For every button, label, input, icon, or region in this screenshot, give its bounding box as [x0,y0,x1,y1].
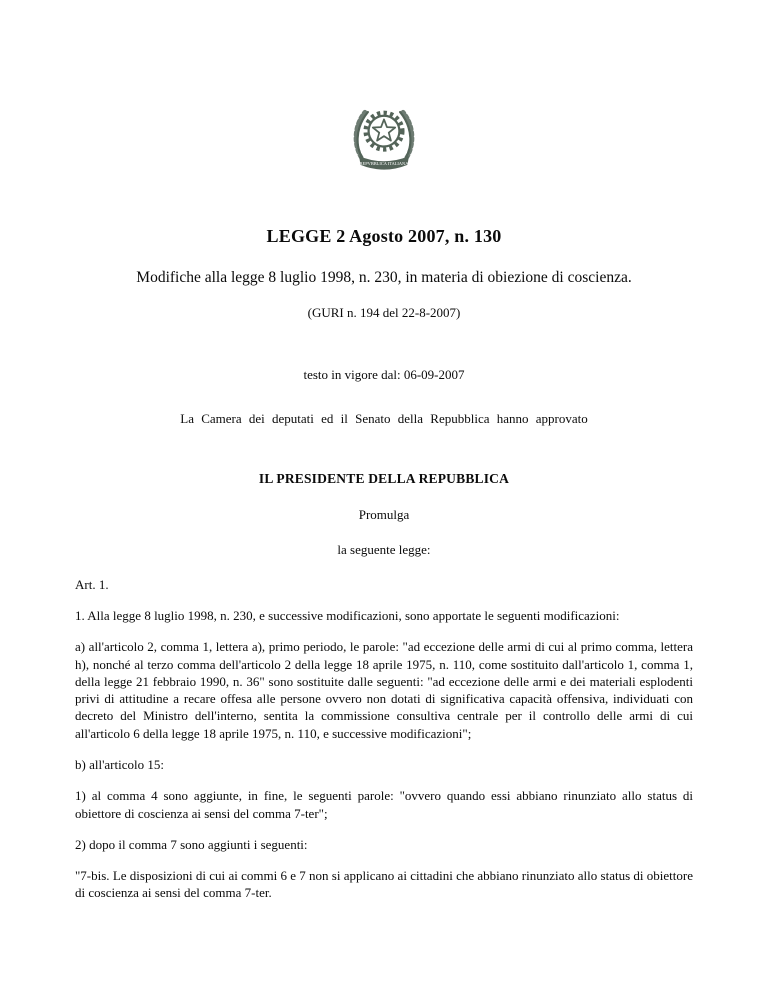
approval-line: La Camera dei deputati ed il Senato della Repubblica hanno approvato [180,411,588,426]
paragraph-number-1: 1) al comma 4 sono aggiunte, in fine, le seguenti parole: "ovvero quando essi abbiano rinunziato allo status di obiettore di coscienza ai sensi del comma 7-ter"; [75,788,693,821]
paragraph-letter-b: b) all'articolo 15: [75,756,164,772]
italy-emblem-icon [340,93,428,181]
enactment-line: la seguente legge: [337,542,431,557]
emblem-ribbon [359,156,409,170]
paragraph-1: 1. Alla legge 8 luglio 1998, n. 230, e successive modificazioni, sono apportate le seguenti modificazioni: [75,608,620,623]
paragraph-7bis: "7-bis. Le disposizioni di cui ai commi 6 e 7 non si applicano ai cittadini che abbiano rinunziato allo status di obiettore di coscienza ai sensi del comma 7-ter. [75,868,693,901]
paragraph-number-2: 2) dopo il comma 7 sono aggiunti i seguenti: [75,836,308,852]
president-heading: IL PRESIDENTE DELLA REPUBBLICA [258,471,510,486]
law-subtitle: Modifiche alla legge 8 luglio 1998, n. 230, in materia di obiezione di coscienza. [136,269,632,286]
promulga-line: Promulga [358,507,410,522]
gazette-reference: (GURI n. 194 del 22-8-2007) [307,305,461,320]
law-title: LEGGE 2 Agosto 2007, n. 130 [266,226,502,246]
emblem-ribbon-text: REPVBBLICA ITALIANA [359,160,409,166]
article-heading: Art. 1. [75,577,109,592]
paragraph-letter-a: a) all'articolo 2, comma 1, lettera a), primo periodo, le parole: "ad eccezione delle armi di cui al primo comma, lettera h), nonché al terzo comma dell'articolo 2 della legge 18 aprile 1975, n. 110, come sostituito dall'articolo 1, comma 1, della legge 21 febbraio 1990, n. 36" sono sostituite dalle seguenti: "ad eccezione delle armi e dei materiali esplodenti privi di attitudine a recare offesa alle persone ovvero non dotati di significativa capacità offensiva, individuati con decreto del Ministro dell'interno, sentita la commissione consultiva centrale per il controllo delle armi di cui all'articolo 6 della legge 18 aprile 1975, n. 110, e successive modificazioni"; [75,639,693,741]
emblem-container [0,0,768,186]
document-body [0,226,768,902]
effective-date-line: testo in vigore dal: 06-09-2007 [303,367,465,382]
